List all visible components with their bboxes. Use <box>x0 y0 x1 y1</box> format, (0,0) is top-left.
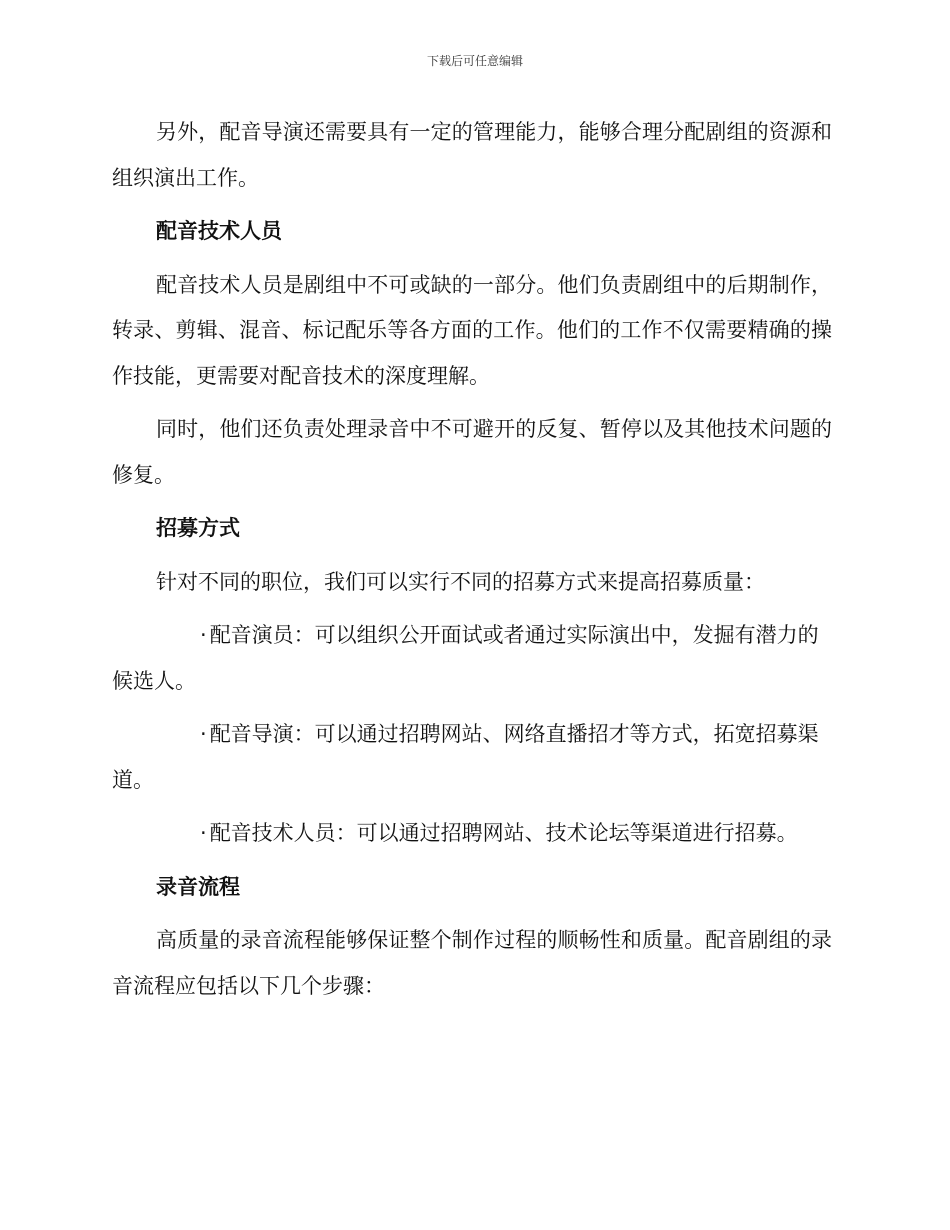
heading-recruitment-methods: 招募方式 <box>156 516 240 540</box>
bullet-sound-technicians <box>112 811 832 857</box>
paragraph-recording-process: 高质量的录音流程能够保证整个制作过程的顺畅性和质量。配音剧组的录音流程应包括以下几个步骤： <box>112 928 832 998</box>
document-body <box>112 110 832 1017</box>
bullet-marker: · <box>200 821 207 845</box>
paragraph-management-ability: 另外，配音导演还需要具有一定的管理能力，能够合理分配剧组的资源和组织演出工作。 <box>112 120 832 190</box>
bullet-text: 配音导演：可以通过招聘网站、网络直播招才等方式，拓宽招募渠道。 <box>112 722 819 792</box>
bullet-text: 配音技术人员：可以通过招聘网站、技术论坛等渠道进行招募。 <box>209 821 798 845</box>
paragraph-technician-duties: 配音技术人员是剧组中不可或缺的一部分。他们负责剧组中的后期制作，转录、剪辑、混音、标记配乐等各方面的工作。他们的工作不仅需要精确的操作技能，更需要对配音技术的深度理解。 <box>112 272 832 388</box>
paragraph-recruitment-intro: 针对不同的职位，我们可以实行不同的招募方式来提高招募质量： <box>156 569 765 594</box>
bullet-text: 配音演员：可以组织公开面试或者通过实际演出中，发掘有潜力的候选人。 <box>112 623 819 693</box>
bullet-marker: · <box>200 722 207 746</box>
page-header: 下载后可任意编辑 <box>426 54 523 68</box>
bullet-voice-directors <box>112 712 832 803</box>
bullet-voice-actors <box>112 613 832 704</box>
bullet-marker: · <box>200 623 207 647</box>
heading-sound-technicians: 配音技术人员 <box>156 219 282 243</box>
paragraph-technician-repairs: 同时，他们还负责处理录音中不可避开的反复、暂停以及其他技术问题的修复。 <box>112 417 832 487</box>
heading-recording-process: 录音流程 <box>156 874 240 899</box>
